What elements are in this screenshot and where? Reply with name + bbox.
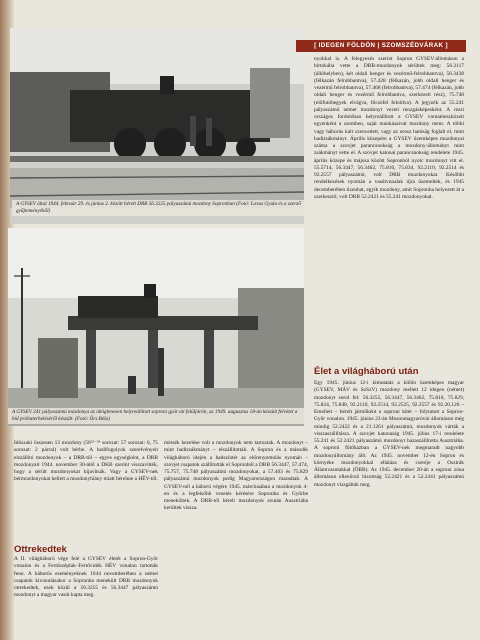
section-heading-stranded: Ottrekedtek	[14, 544, 67, 555]
steam-locomotive-photo	[10, 28, 304, 224]
steam-locomotive-illustration	[10, 28, 304, 224]
article-column-right-bottom	[314, 380, 464, 638]
article-column-left-bottom	[14, 556, 158, 638]
article-paragraph: mérsék kezelése volt a mozdonyok nem tartoztak. A mozdonyt – mint hadizsákmányt – elszállították. A Sopron és a második világháború idején a hadszíntér az előrenyomulás nyomán – szovjet csapatok szállították el Sopronból a DRB 56.3447, 57.474, 75.757, 75.748 pályaszámú mozdonyokat, a 57.403 és 75.829 pályaszámú mozdonyok pedig Magyarországon maradtak. A GYSEV-nél a háború végére 1945. márciusában a mozdonyok 4-en és a legfelsőbb vezetés kérésére Sopronba és Győrbe menekültek. A DRB-től bérelt mozdonyok ezután Ausztriába kerültek vissza.	[164, 440, 308, 512]
article-paragraph: A II. világháború vége felé a GYSEV életét a Sopron-Győr vonalon és a Fertőszéplak–Fertővidék HÉV vonalon tartották fenn. A háborús eseményeknek 1944 novemberében a német csapatok kivonulásakor a Sopronba menekült DRB mozdonyok ottrekedtek, ezek közül a 56.3255 és 56.3447 pályaszámú mozdonyt a magyar vasút kapta meg.	[14, 556, 158, 599]
bridge-locomotive-photo	[8, 228, 304, 426]
article-paragraph: Időszaki összesen 13 mozdony (56³²⁻³⁴ sorozat: 57 sorozat: 6, 75 sorozat: 2 párral) volt bérbe. A hadifogolyok szerelvényeit elszállító mozdonyok – a DRB-től – egyes egységként, a DRB mozdonyait 1944. november 30-ától a DKB szerint visszavitték, hogy a sérült mozdonyokat kijavítsák. Vagy a GYSEV-nek bérmozdonyokat kellett a mozdonyhiány miatt bérelnie a HÉV-től.	[14, 440, 158, 483]
section-heading-postwar: Élet a világháború után	[314, 366, 419, 377]
photo1-caption: A GYSEV által 1944. február 29. és június 2. között bérelt DRB 56.3225 pályaszámú mozdony Sopronban (Fotó: Lovas Gyula és a szerző gyűjteményéből)	[12, 200, 305, 216]
article-paragraph: Egy 1945. június 12-i kimutatás a külön üzemképes magyar (GYSEV, MÁV és SzSzV) mozdony mellett 12 idegen (német) mozdonyt sorol fel: 56.3255, 56.3447, 56.3462, 75.810, 75.829, 75.834, 75.848, 92.2110, 92.2514, 92.2525, 92.2557 és 92.20,126 – Emellett – bérelt járműként a soproni kitér – folytatott a Sopron-Győr vonalon. 1945. június 23-án Mosonmagyaróvár állomáson még mindig 52.2422 és a 21.1261 pályaszámú, mozdonyok várták a visszaszállításra. A szovjet katonaság 1945. július 17-i rendelete 55.241 és 52.2421 pályaszámú mozdonyt hazaszállította Ausztriába. A soproni fűtőházban a GYSEV-nek megmaradt nagyobb mozdonyállomány állt. Az 1945. november 12-én Sopron és környéke mozdonyokkal ellátása és cseréje a Osztrák Államvasutakkal (ÖBB). Az 1945. december 20-án a soproni zóna állomáson ellenőrző bizottság 52.2421 és a 52.2441 pályaszámú mozdonyt vizsgálták meg.	[314, 380, 464, 488]
article-paragraph: nyokkal is. A felegyezés szerint Sopron GYSEV-állomáson a birtokába vette a DRB-mozdonyok sérültek meg: 56.3117 (állóhelyben), két oldali henger és vezérmű-felrobbantva), 56.3438 (félkazán felrobbantva), 57.428 (félkazán, jobb oldali henger és vezérmű felrobbantva), 57.468 (felrobbantva), 57.474 (félkazán, jobb oldali henger és vezérmű felrobbantva, szerkezeti rész), 75.748 (előfutóbegyek elvágva, főcsöfel feloldva). A jegyzék az 55.241 pályaszámú német mozdonyt vezeti mozgásképesként. A rezsi országos fordulóban helyreállított a GYSEV vontatóeszközeit egyenként a szemben, saját munkásaival mozdony ment. A többi vagy háborús kárt szenvedett, vagy az orosz hatóság foglalt el, mint hadizsákmányt. Április közepére a GYSEV üzemképes mozdonyai száma a szovjet parancsnokság a mozdony-állományt mint zsákmányt vette el. A szovjet katonai parancsnokság rendelete 1945. április közepe és májusa között Sopronból nyolc mozdonyt vitt el. 55.5714, 56.3447, 56.3462, 75.810, 75.834, 92.2110, 92.2514 és 92.2557 pályaszámú, volt DRB mozdonyokat. Későbbi rendelkezések nyomán a vasútvonalak újra üzemeltek, és 1945 decemberében tizenhat, egyik mozdony, amit Sopronba helyezett át a szerkesztő, volt DRB 52.2421 és 55.241 mozdonyokat.	[314, 56, 464, 200]
article-column-middle	[164, 440, 308, 638]
photo2-caption: A GYSEV 241 pályaszámú mozdonya az ideiglenesen helyreállított soproni gyár úti felüljárón, az 1949. augusztus 18-án készült felvétel a híd próbaterheléséről készült. (Fotó: Örs Béla)	[8, 408, 306, 424]
bridge-locomotive-illustration	[8, 228, 304, 426]
article-column-right-top	[314, 56, 464, 362]
section-tag: [ IDEGEN FÖLDÖN | SZOMSZÉDVÁRAK ]	[296, 40, 466, 52]
article-column-left-top	[14, 440, 158, 540]
